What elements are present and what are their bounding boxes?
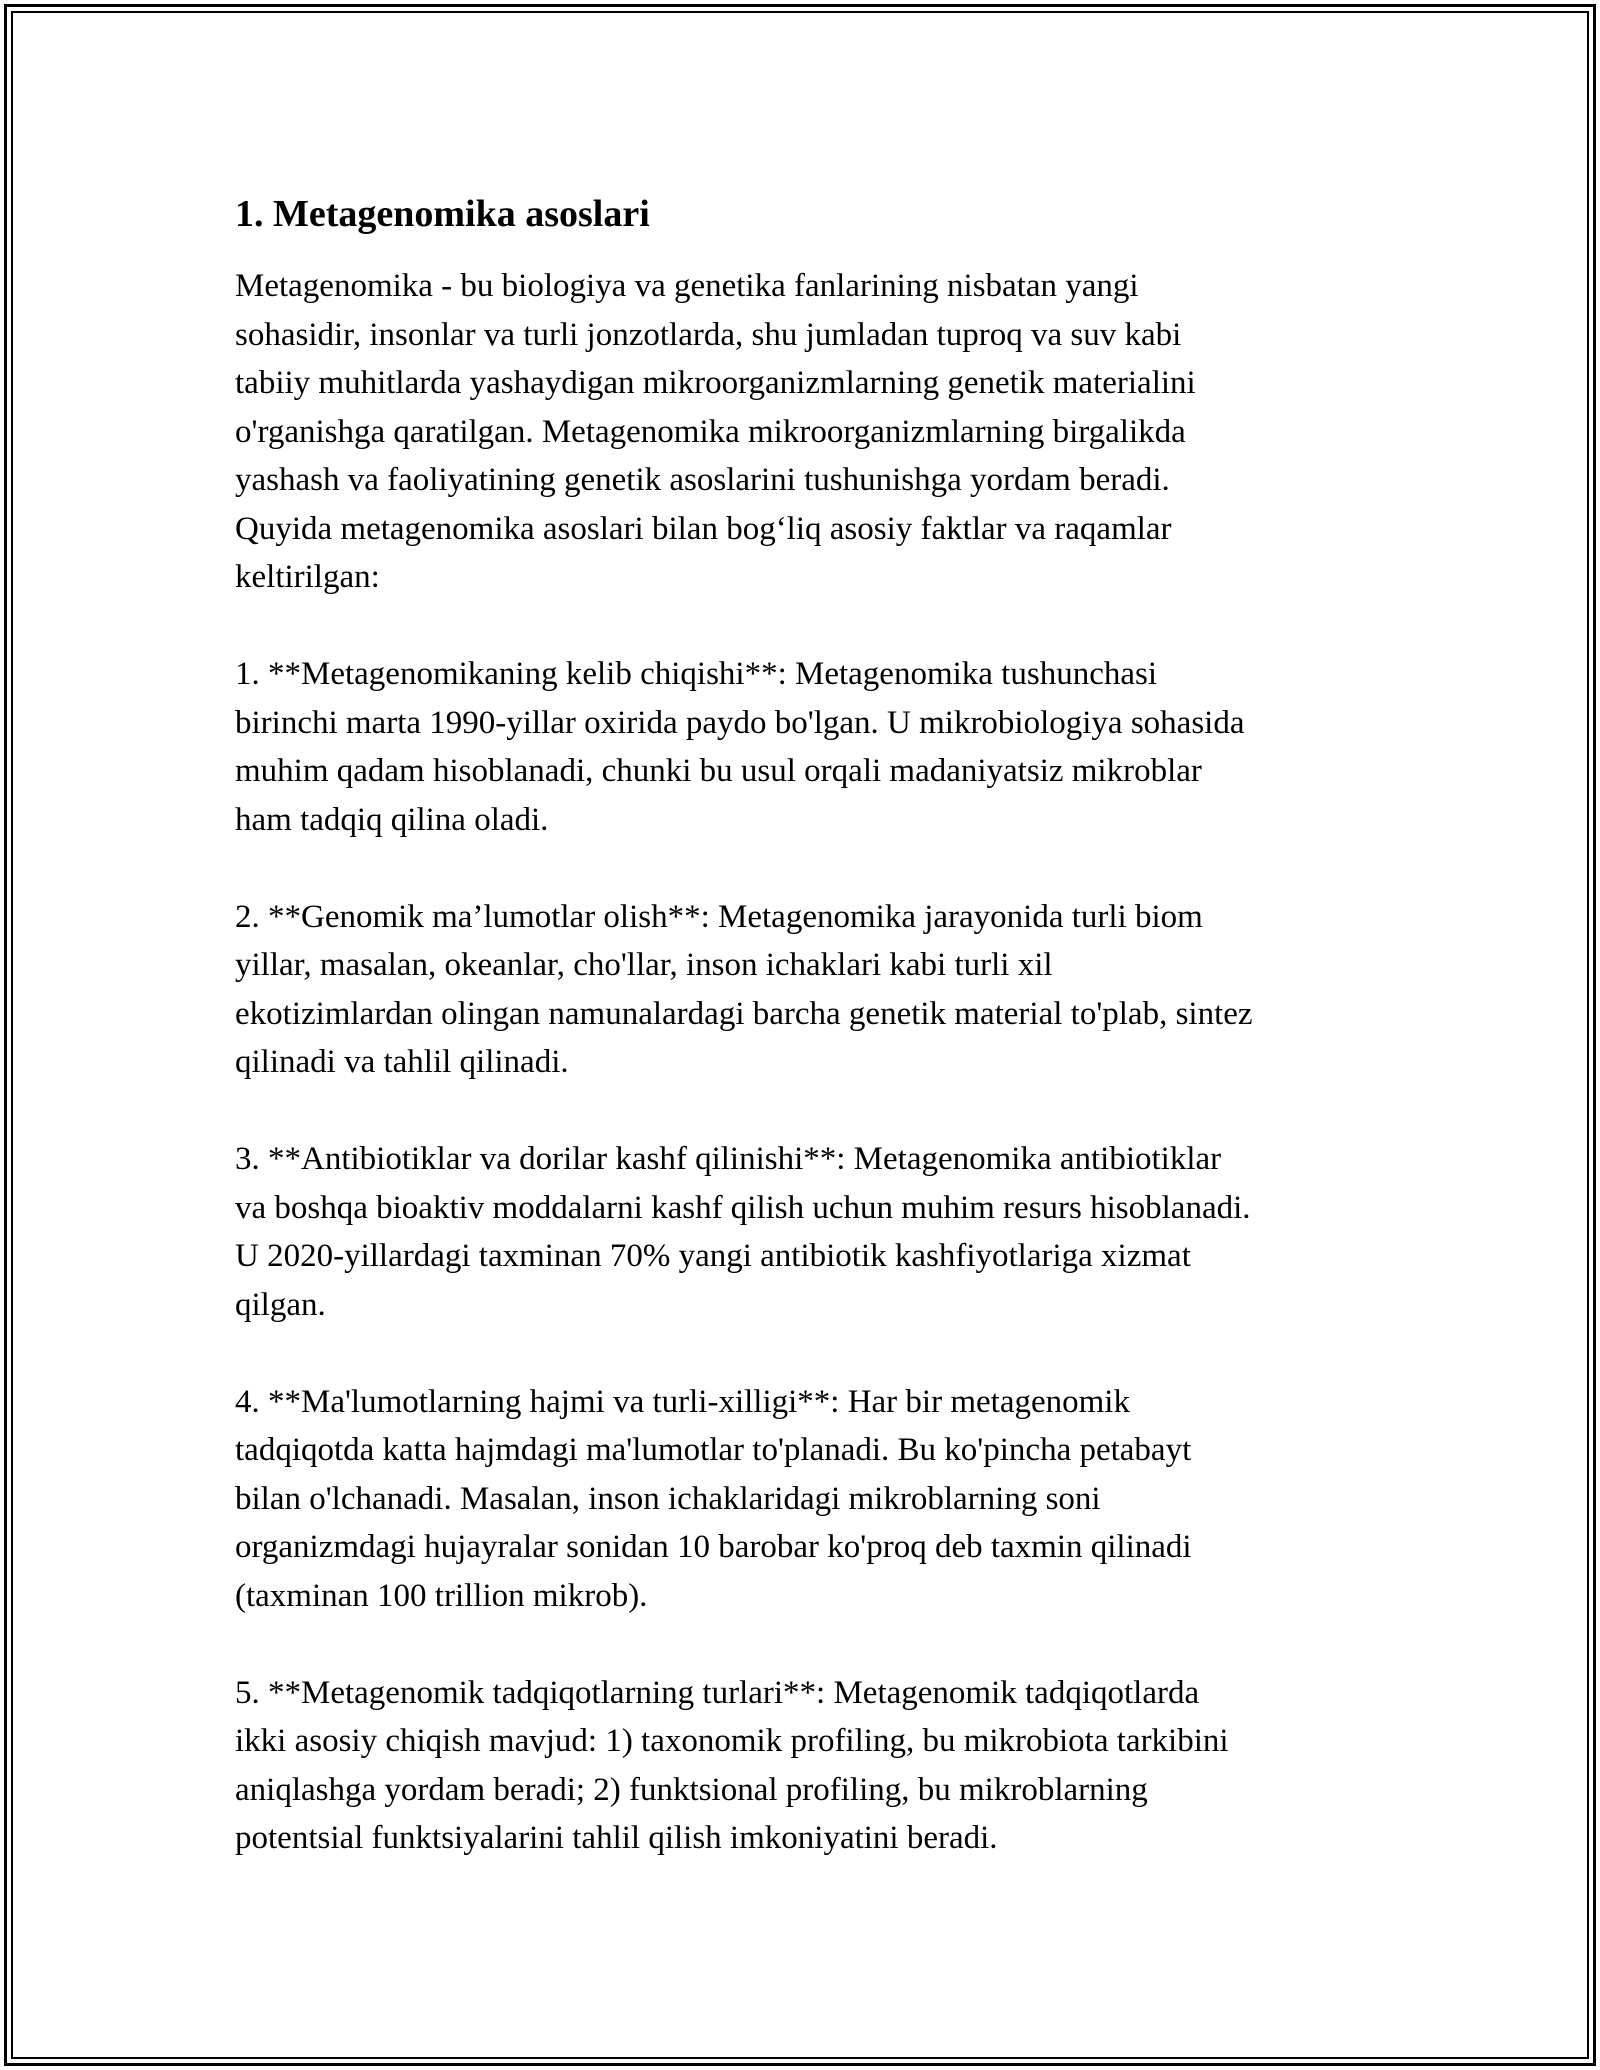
- paragraph-line: bilan o'lchanadi. Masalan, inson ichaklaridagi mikroblarning soni: [235, 1480, 1101, 1517]
- paragraph-line: ikki asosiy chiqish mavjud: 1) taxonomik profiling, bu mikrobiota tarkibini: [235, 1723, 1229, 1759]
- document-title: 1. Metagenomika asoslari: [235, 193, 650, 235]
- paragraph-line: ekotizimlardan olingan namunalardagi barcha genetik material to'plab, sintez: [235, 995, 1253, 1032]
- paragraph-line: 4. **Ma'lumotlarning hajmi va turli-xilligi**: Har bir metagenomik: [235, 1383, 1130, 1420]
- intro-paragraph: [235, 262, 1375, 602]
- fact-item-2: [235, 893, 1375, 1087]
- paragraph-line: muhim qadam hisoblanadi, chunki bu usul orqali madaniyatsiz mikroblar: [235, 753, 1202, 789]
- paragraph-line: tadqiqotda katta hajmdagi ma'lumotlar to'planadi. Bu ko'pincha petabayt: [235, 1432, 1192, 1468]
- paragraph-line: yashash va faoliyatining genetik asoslarini tushunishga yordam beradi.: [235, 462, 1170, 498]
- paragraph-line: yillar, masalan, okeanlar, cho'llar, inson ichaklari kabi turli xil: [235, 947, 1053, 983]
- paragraph-line: tabiiy muhitlarda yashaydigan mikroorganizmlarning genetik materialini: [235, 365, 1196, 401]
- paragraph-line: 2. **Genomik ma’lumotlar olish**: Metagenomika jarayonida turli biom: [235, 898, 1203, 935]
- paragraph-line: sohasidir, insonlar va turli jonzotlarda, shu jumladan tuproq va suv kabi: [235, 316, 1182, 353]
- document-page: [235, 186, 1375, 1911]
- fact-item-1: [235, 650, 1375, 844]
- paragraph-line: organizmdagi hujayralar sonidan 10 barobar ko'proq deb taxmin qilinadi: [235, 1529, 1192, 1565]
- paragraph-line: aniqlashga yordam beradi; 2) funktsional profiling, bu mikroblarning: [235, 1771, 1148, 1808]
- paragraph-line: U 2020-yillardagi taxminan 70% yangi antibiotik kashfiyotlariga xizmat: [235, 1238, 1191, 1274]
- paragraph-line: Quyida metagenomika asoslari bilan bog‘liq asosiy faktlar va raqamlar: [235, 510, 1172, 547]
- paragraph-line: o'rganishga qaratilgan. Metagenomika mikroorganizmlarning birgalikda: [235, 413, 1186, 450]
- paragraph-line: qilgan.: [235, 1286, 326, 1323]
- paragraph-line: va boshqa bioaktiv moddalarni kashf qilish uchun muhim resurs hisoblanadi.: [235, 1189, 1251, 1226]
- fact-item-3: [235, 1135, 1375, 1329]
- paragraph-line: 1. **Metagenomikaning kelib chiqishi**: Metagenomika tushunchasi: [235, 656, 1158, 692]
- paragraph-line: Metagenomika - bu biologiya va genetika fanlarining nisbatan yangi: [235, 268, 1139, 304]
- fact-item-4: [235, 1378, 1375, 1621]
- paragraph-line: potentsial funktsiyalarini tahlil qilish imkoniyatini beradi.: [235, 1820, 998, 1856]
- paragraph-line: birinchi marta 1990-yillar oxirida paydo bo'lgan. U mikrobiologiya sohasida: [235, 704, 1245, 741]
- paragraph-line: ham tadqiq qilina oladi.: [235, 801, 549, 838]
- paragraph-line: qilinadi va tahlil qilinadi.: [235, 1044, 569, 1080]
- paragraph-line: 3. **Antibiotiklar va dorilar kashf qilinishi**: Metagenomika antibiotiklar: [235, 1141, 1222, 1177]
- paragraph-line: (taxminan 100 trillion mikrob).: [235, 1577, 648, 1614]
- paragraph-line: 5. **Metagenomik tadqiqotlarning turlari**: Metagenomik tadqiqotlarda: [235, 1674, 1200, 1711]
- paragraph-line: keltirilgan:: [235, 559, 380, 595]
- fact-item-5: [235, 1669, 1375, 1863]
